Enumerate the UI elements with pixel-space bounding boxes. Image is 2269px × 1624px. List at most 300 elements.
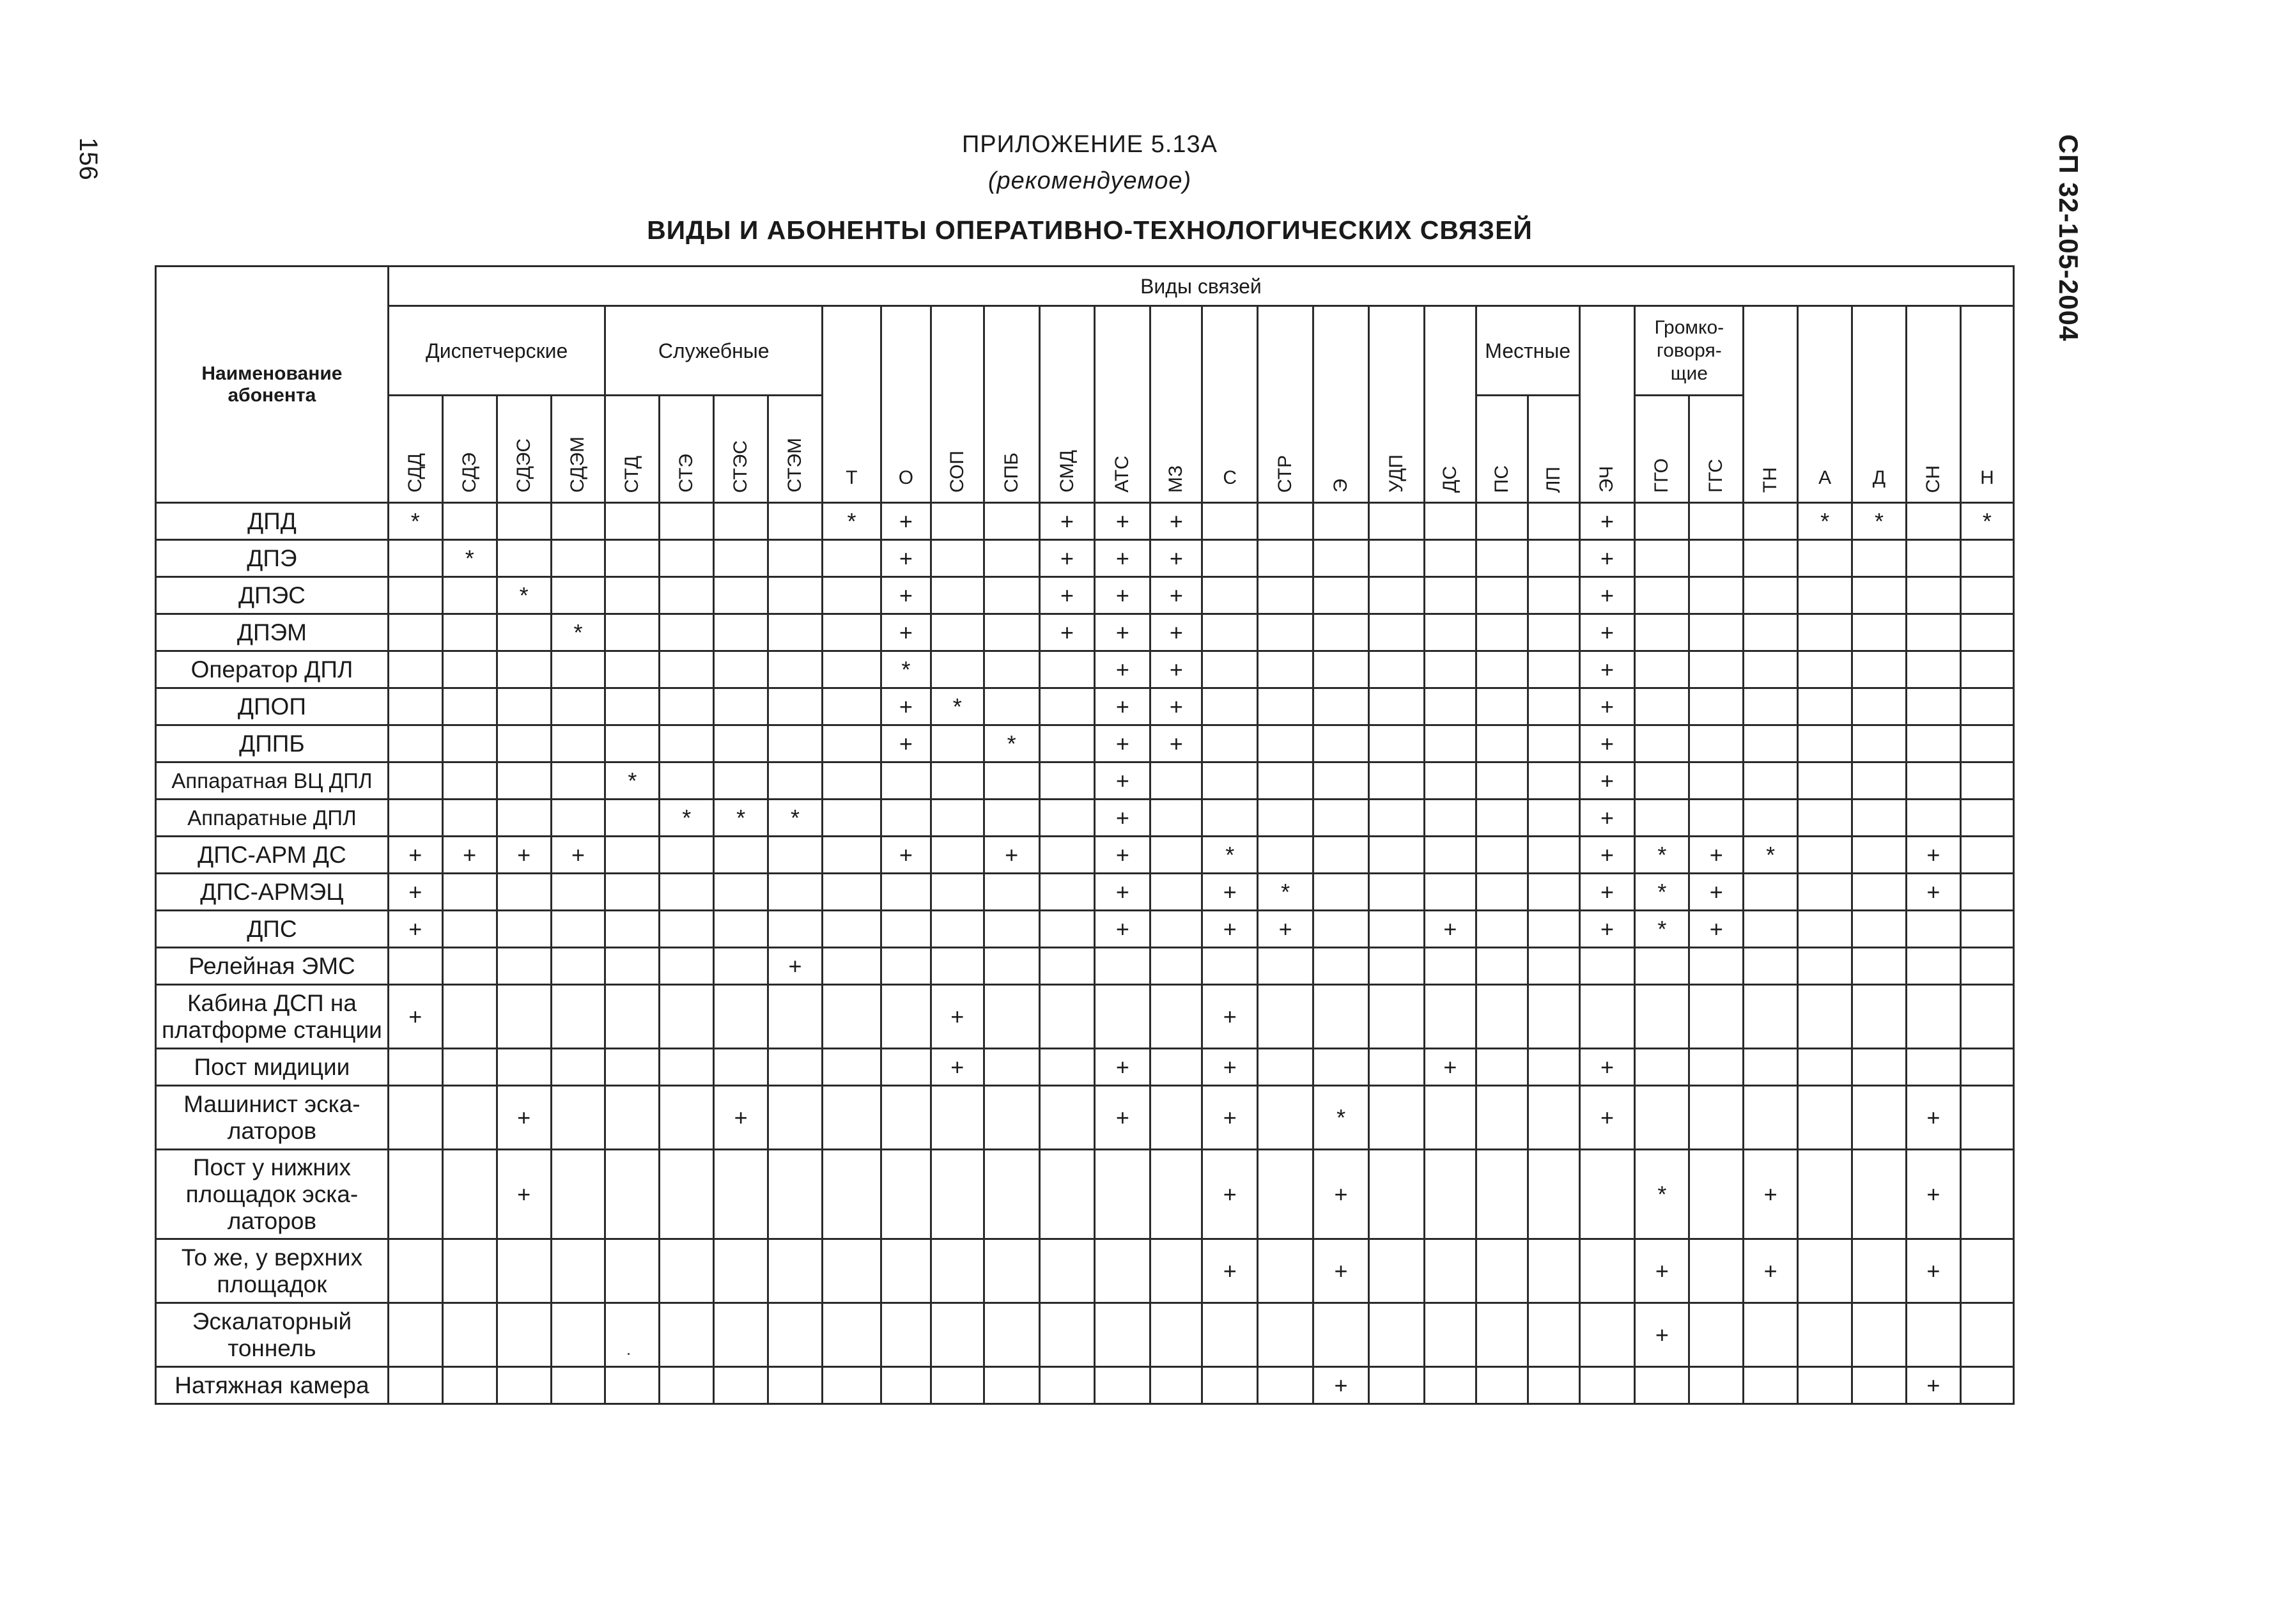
table-cell bbox=[1689, 688, 1744, 725]
table-cell bbox=[1798, 651, 1852, 688]
table-cell bbox=[1313, 503, 1369, 540]
table-cell bbox=[551, 1150, 605, 1239]
table-cell bbox=[768, 1049, 823, 1086]
table-cell bbox=[1852, 874, 1907, 911]
row-subscriber-name: Машинист эска-латоров bbox=[156, 1086, 389, 1150]
table-cell bbox=[1528, 540, 1579, 577]
table-cell bbox=[1579, 985, 1635, 1049]
table-cell bbox=[714, 911, 768, 948]
table-cell bbox=[1798, 577, 1852, 614]
table-cell bbox=[1476, 1086, 1528, 1150]
table-cell: * bbox=[1313, 1086, 1369, 1150]
table-cell bbox=[1635, 800, 1689, 837]
table-cell: + bbox=[1424, 1049, 1476, 1086]
table-cell bbox=[881, 985, 931, 1049]
table-cell bbox=[1313, 837, 1369, 874]
table-cell: + bbox=[1202, 1086, 1258, 1150]
table-row bbox=[156, 1239, 2014, 1303]
table-row bbox=[156, 503, 2014, 540]
table-cell bbox=[984, 1150, 1039, 1239]
table-cell bbox=[1528, 948, 1579, 985]
table-cell bbox=[1369, 1086, 1425, 1150]
table-cell: * bbox=[442, 540, 497, 577]
table-cell bbox=[442, 688, 497, 725]
table-cell bbox=[1528, 503, 1579, 540]
table-cell: * bbox=[1852, 503, 1907, 540]
table-row bbox=[156, 1086, 2014, 1150]
table-cell bbox=[1424, 985, 1476, 1049]
table-cell bbox=[1906, 577, 1960, 614]
table-cell bbox=[1744, 1049, 1798, 1086]
table-cell bbox=[822, 1086, 881, 1150]
table-cell bbox=[768, 614, 823, 651]
table-cell bbox=[1852, 1150, 1907, 1239]
table-cell bbox=[1424, 651, 1476, 688]
table-cell: + bbox=[1095, 688, 1150, 725]
table-cell bbox=[388, 1303, 442, 1367]
table-cell: + bbox=[1744, 1150, 1798, 1239]
table-cell bbox=[984, 1086, 1039, 1150]
table-cell: + bbox=[1095, 577, 1150, 614]
table-row bbox=[156, 874, 2014, 911]
table-cell bbox=[1150, 800, 1202, 837]
table-cell bbox=[442, 503, 497, 540]
table-cell: + bbox=[1579, 1086, 1635, 1150]
table-cell bbox=[1852, 1367, 1907, 1404]
table-cell bbox=[1369, 503, 1425, 540]
table-cell bbox=[1258, 837, 1313, 874]
table-cell: + bbox=[1579, 614, 1635, 651]
table-cell: + bbox=[1150, 577, 1202, 614]
table-row bbox=[156, 800, 2014, 837]
table-cell bbox=[551, 503, 605, 540]
table-cell bbox=[1424, 1239, 1476, 1303]
table-cell: * bbox=[1258, 874, 1313, 911]
table-cell bbox=[1369, 1303, 1425, 1367]
table-cell bbox=[1202, 540, 1258, 577]
table-cell bbox=[1744, 725, 1798, 762]
col-header: СМД bbox=[1039, 306, 1095, 503]
col-header: ПС bbox=[1476, 396, 1528, 503]
table-cell bbox=[881, 1367, 931, 1404]
table-cell bbox=[714, 874, 768, 911]
table-cell bbox=[1960, 948, 2013, 985]
table-cell: + bbox=[497, 1086, 551, 1150]
table-cell bbox=[551, 1303, 605, 1367]
table-cell bbox=[388, 762, 442, 800]
table-cell bbox=[1150, 985, 1202, 1049]
col-header: СН bbox=[1906, 306, 1960, 503]
table-cell: * bbox=[1744, 837, 1798, 874]
table-cell bbox=[442, 725, 497, 762]
table-cell bbox=[1369, 800, 1425, 837]
table-cell bbox=[984, 762, 1039, 800]
table-cell bbox=[1369, 651, 1425, 688]
table-cell bbox=[551, 874, 605, 911]
table-cell bbox=[388, 688, 442, 725]
table-cell: + bbox=[1150, 725, 1202, 762]
table-cell bbox=[1960, 1303, 2013, 1367]
table-cell bbox=[1424, 837, 1476, 874]
table-cell bbox=[497, 1239, 551, 1303]
table-cell bbox=[1852, 1239, 1907, 1303]
table-cell bbox=[1258, 688, 1313, 725]
row-subscriber-name: ДПЭМ bbox=[156, 614, 389, 651]
table-cell bbox=[388, 948, 442, 985]
table-cell bbox=[1424, 1150, 1476, 1239]
table-cell bbox=[768, 1303, 823, 1367]
table-cell: + bbox=[1579, 762, 1635, 800]
table-cell bbox=[1313, 688, 1369, 725]
table-cell bbox=[984, 1367, 1039, 1404]
table-cell bbox=[931, 725, 984, 762]
table-cell bbox=[551, 948, 605, 985]
table-cell bbox=[1689, 762, 1744, 800]
table-cell bbox=[605, 1239, 660, 1303]
table-cell bbox=[442, 1049, 497, 1086]
col-header: СДЭ bbox=[442, 396, 497, 503]
table-row bbox=[156, 688, 2014, 725]
table-cell bbox=[497, 762, 551, 800]
table-cell bbox=[984, 1303, 1039, 1367]
table-cell bbox=[660, 1086, 714, 1150]
table-cell: * bbox=[497, 577, 551, 614]
table-cell bbox=[1039, 1049, 1095, 1086]
table-cell bbox=[768, 651, 823, 688]
table-row bbox=[156, 651, 2014, 688]
table-cell bbox=[442, 1239, 497, 1303]
table-cell: + bbox=[1095, 1086, 1150, 1150]
table-cell bbox=[1424, 540, 1476, 577]
table-cell bbox=[388, 1150, 442, 1239]
table-cell bbox=[1689, 1239, 1744, 1303]
table-cell bbox=[1476, 1303, 1528, 1367]
table-cell bbox=[1579, 1367, 1635, 1404]
table-cell bbox=[1579, 1239, 1635, 1303]
table-cell bbox=[1313, 614, 1369, 651]
table-cell bbox=[605, 577, 660, 614]
table-cell bbox=[1852, 614, 1907, 651]
table-cell bbox=[714, 725, 768, 762]
table-cell bbox=[1424, 614, 1476, 651]
table-cell bbox=[497, 651, 551, 688]
table-cell bbox=[551, 985, 605, 1049]
table-cell bbox=[1528, 874, 1579, 911]
table-cell: * bbox=[1635, 837, 1689, 874]
table-cell: + bbox=[1095, 874, 1150, 911]
table-cell: * bbox=[984, 725, 1039, 762]
table-cell bbox=[1095, 1150, 1150, 1239]
table-cell bbox=[1095, 948, 1150, 985]
table-cell bbox=[388, 1239, 442, 1303]
table-cell bbox=[1039, 911, 1095, 948]
table-row bbox=[156, 948, 2014, 985]
table-cell bbox=[1528, 762, 1579, 800]
table-cell bbox=[1960, 725, 2013, 762]
table-cell bbox=[881, 800, 931, 837]
table-cell bbox=[931, 1367, 984, 1404]
table-cell bbox=[1476, 577, 1528, 614]
table-cell bbox=[1528, 651, 1579, 688]
table-cell bbox=[660, 1049, 714, 1086]
table-cell: + bbox=[1095, 1049, 1150, 1086]
table-cell bbox=[1369, 948, 1425, 985]
table-cell bbox=[768, 1086, 823, 1150]
table-cell: + bbox=[1095, 911, 1150, 948]
table-cell bbox=[551, 762, 605, 800]
table-cell bbox=[984, 503, 1039, 540]
table-cell: + bbox=[714, 1086, 768, 1150]
table-cell bbox=[1258, 725, 1313, 762]
col-header: Д bbox=[1852, 306, 1907, 503]
col-header: СОП bbox=[931, 306, 984, 503]
table-cell bbox=[1424, 1367, 1476, 1404]
table-cell bbox=[931, 762, 984, 800]
table-cell bbox=[768, 1367, 823, 1404]
table-cell bbox=[605, 911, 660, 948]
table-cell bbox=[931, 874, 984, 911]
row-subscriber-name: Натяжная камера bbox=[156, 1367, 389, 1404]
table-cell bbox=[1258, 651, 1313, 688]
col-header: ЛП bbox=[1528, 396, 1579, 503]
table-cell bbox=[1369, 1239, 1425, 1303]
table-row bbox=[156, 540, 2014, 577]
table-cell bbox=[442, 762, 497, 800]
table-cell bbox=[497, 985, 551, 1049]
page-number: 156 bbox=[74, 137, 102, 180]
table-cell: + bbox=[1202, 1239, 1258, 1303]
col-header: СДД bbox=[388, 396, 442, 503]
table-cell bbox=[1744, 651, 1798, 688]
table-cell bbox=[1906, 540, 1960, 577]
table-cell bbox=[1150, 837, 1202, 874]
col-header: Н bbox=[1960, 306, 2013, 503]
table-cell bbox=[1039, 1150, 1095, 1239]
table-cell bbox=[1744, 800, 1798, 837]
table-cell: * bbox=[1202, 837, 1258, 874]
table-cell bbox=[1528, 985, 1579, 1049]
table-cell bbox=[1744, 1303, 1798, 1367]
table-cell bbox=[1476, 874, 1528, 911]
table-cell bbox=[605, 800, 660, 837]
table-cell bbox=[1476, 503, 1528, 540]
table-cell bbox=[660, 762, 714, 800]
table-cell bbox=[1798, 837, 1852, 874]
table-cell: + bbox=[1095, 614, 1150, 651]
table-cell bbox=[1906, 503, 1960, 540]
table-cell bbox=[1528, 837, 1579, 874]
table-cell: + bbox=[1150, 688, 1202, 725]
table-cell bbox=[1313, 651, 1369, 688]
table-cell bbox=[660, 540, 714, 577]
table-cell bbox=[1095, 1239, 1150, 1303]
table-cell bbox=[1744, 762, 1798, 800]
table-cell: + bbox=[442, 837, 497, 874]
table-cell: * bbox=[551, 614, 605, 651]
table-cell bbox=[1528, 1239, 1579, 1303]
table-cell bbox=[1852, 725, 1907, 762]
table-cell bbox=[881, 1086, 931, 1150]
table-cell: * bbox=[1635, 911, 1689, 948]
table-cell bbox=[1202, 1367, 1258, 1404]
table-cell: + bbox=[1635, 1239, 1689, 1303]
table-cell bbox=[388, 614, 442, 651]
table-cell bbox=[1960, 874, 2013, 911]
table-cell: + bbox=[388, 837, 442, 874]
table-cell bbox=[605, 837, 660, 874]
table-cell bbox=[1424, 688, 1476, 725]
col-header: СТЭС bbox=[714, 396, 768, 503]
table-cell bbox=[768, 577, 823, 614]
table-cell bbox=[1476, 1049, 1528, 1086]
table-cell bbox=[1689, 577, 1744, 614]
table-cell bbox=[931, 503, 984, 540]
table-cell bbox=[497, 688, 551, 725]
table-cell: + bbox=[388, 985, 442, 1049]
table-cell bbox=[1906, 1049, 1960, 1086]
row-subscriber-name: Пост мидиции bbox=[156, 1049, 389, 1086]
table-cell bbox=[1369, 540, 1425, 577]
table-cell bbox=[1258, 948, 1313, 985]
table-cell bbox=[984, 614, 1039, 651]
table-cell bbox=[1424, 874, 1476, 911]
row-subscriber-name: ДПОП bbox=[156, 688, 389, 725]
table-cell bbox=[984, 800, 1039, 837]
table-cell bbox=[822, 762, 881, 800]
col-header: СДЭМ bbox=[551, 396, 605, 503]
table-cell bbox=[1202, 762, 1258, 800]
row-subscriber-name: ДПС bbox=[156, 911, 389, 948]
table-cell: + bbox=[1906, 1086, 1960, 1150]
table-cell bbox=[714, 985, 768, 1049]
table-cell bbox=[1906, 800, 1960, 837]
table-cell bbox=[1798, 1239, 1852, 1303]
table-cell bbox=[1960, 1239, 2013, 1303]
table-cell: + bbox=[1689, 911, 1744, 948]
table-cell bbox=[497, 1367, 551, 1404]
table-cell: + bbox=[388, 911, 442, 948]
table-cell bbox=[1424, 1086, 1476, 1150]
table-cell bbox=[1202, 614, 1258, 651]
table-cell: + bbox=[1744, 1239, 1798, 1303]
table-cell bbox=[822, 1239, 881, 1303]
table-cell bbox=[605, 725, 660, 762]
table-cell bbox=[660, 651, 714, 688]
table-cell bbox=[1852, 985, 1907, 1049]
table-cell bbox=[1852, 577, 1907, 614]
table-cell bbox=[984, 577, 1039, 614]
table-cell bbox=[822, 837, 881, 874]
table-cell: + bbox=[1039, 540, 1095, 577]
table-cell bbox=[1852, 1303, 1907, 1367]
table-cell: + bbox=[1150, 540, 1202, 577]
table-cell bbox=[1744, 1086, 1798, 1150]
table-cell bbox=[1744, 503, 1798, 540]
table-cell: * bbox=[768, 800, 823, 837]
table-cell: + bbox=[1906, 1239, 1960, 1303]
table-cell bbox=[1095, 1367, 1150, 1404]
table-cell bbox=[660, 985, 714, 1049]
table-cell bbox=[1258, 614, 1313, 651]
table-cell bbox=[660, 874, 714, 911]
table-cell bbox=[931, 948, 984, 985]
table-row bbox=[156, 762, 2014, 800]
table-cell: * bbox=[660, 800, 714, 837]
table-cell bbox=[1039, 948, 1095, 985]
table-cell: + bbox=[881, 577, 931, 614]
table-cell bbox=[660, 577, 714, 614]
table-cell bbox=[497, 540, 551, 577]
table-cell: * bbox=[1635, 874, 1689, 911]
table-cell bbox=[1689, 800, 1744, 837]
table-cell bbox=[1635, 1086, 1689, 1150]
table-cell bbox=[660, 1239, 714, 1303]
table-cell bbox=[1039, 1303, 1095, 1367]
table-cell: + bbox=[1095, 725, 1150, 762]
table-cell: + bbox=[881, 540, 931, 577]
table-cell bbox=[551, 577, 605, 614]
table-cell bbox=[1202, 688, 1258, 725]
table-cell bbox=[881, 1150, 931, 1239]
table-cell bbox=[822, 614, 881, 651]
table-cell bbox=[1039, 985, 1095, 1049]
table-cell bbox=[822, 651, 881, 688]
table-cell bbox=[1039, 688, 1095, 725]
col-header: СТЭМ bbox=[768, 396, 823, 503]
table-cell bbox=[1852, 800, 1907, 837]
table-cell bbox=[1528, 614, 1579, 651]
table-cell bbox=[768, 1239, 823, 1303]
table-cell bbox=[660, 614, 714, 651]
table-cell bbox=[1476, 1150, 1528, 1239]
table-cell bbox=[388, 1049, 442, 1086]
table-cell bbox=[1369, 874, 1425, 911]
row-subscriber-name: То же, у верхних площадок bbox=[156, 1239, 389, 1303]
col-header: ЭЧ bbox=[1579, 306, 1635, 503]
table-cell bbox=[1369, 837, 1425, 874]
table-body bbox=[156, 503, 2014, 1404]
table-cell: * bbox=[605, 762, 660, 800]
table-cell bbox=[1960, 837, 2013, 874]
table-cell bbox=[1313, 874, 1369, 911]
table-cell: + bbox=[1579, 837, 1635, 874]
table-cell bbox=[1150, 1303, 1202, 1367]
row-subscriber-name: Аппаратная ВЦ ДПЛ bbox=[156, 762, 389, 800]
col-header: СТР bbox=[1258, 306, 1313, 503]
table-cell bbox=[822, 1367, 881, 1404]
table-cell bbox=[660, 837, 714, 874]
table-cell: + bbox=[497, 1150, 551, 1239]
table-cell: + bbox=[1150, 503, 1202, 540]
table-cell bbox=[1906, 911, 1960, 948]
document-code: СП 32-105-2004 bbox=[2054, 134, 2084, 342]
table-cell bbox=[388, 1086, 442, 1150]
table-cell bbox=[1689, 1150, 1744, 1239]
table-cell bbox=[605, 874, 660, 911]
table-cell bbox=[1258, 1049, 1313, 1086]
table-cell bbox=[984, 911, 1039, 948]
table-cell: + bbox=[881, 688, 931, 725]
table-cell bbox=[768, 503, 823, 540]
table-cell: + bbox=[1258, 911, 1313, 948]
table-cell bbox=[1528, 1086, 1579, 1150]
table-cell bbox=[497, 1303, 551, 1367]
table-cell bbox=[1039, 800, 1095, 837]
table-cell bbox=[1798, 911, 1852, 948]
table-cell bbox=[768, 911, 823, 948]
table-cell bbox=[1369, 985, 1425, 1049]
table-cell bbox=[1906, 688, 1960, 725]
